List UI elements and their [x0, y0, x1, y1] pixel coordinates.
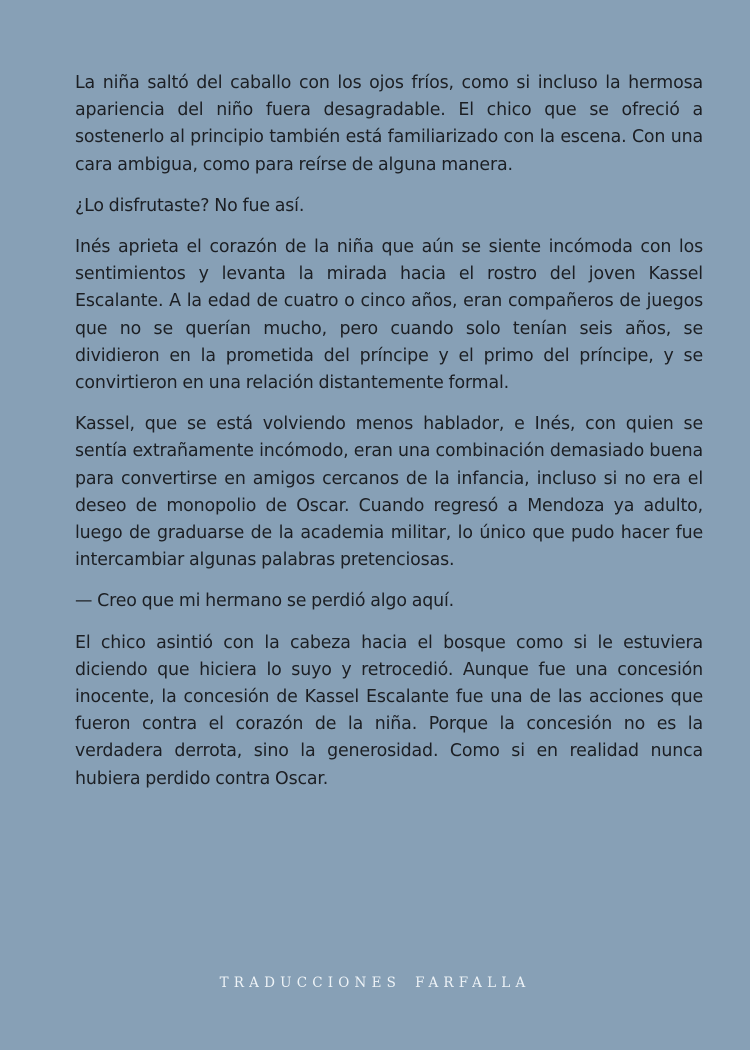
footer-word-2: FARFALLA	[415, 975, 531, 991]
paragraph-5-dialogue: — Creo que mi hermano se perdió algo aquí.	[75, 591, 455, 612]
footer-word-1: TRADUCCIONES	[219, 975, 402, 991]
document-page	[75, 70, 703, 807]
paragraph-3: Inés aprieta el corazón de la niña que aún se siente incómoda con los sentimientos y levanta la mirada hacia el rostro del joven Kassel Escalante. A la edad de cuatro o cinco años, eran compañeros de juegos que no se querían mucho, pero cuando solo tenían seis años, se dividieron en la prometida del príncipe y el primo del príncipe, y se convirtieron en una relación distantemente formal.	[75, 237, 703, 394]
paragraph-6: El chico asintió con la cabeza hacia el bosque como si le estuviera diciendo que hiciera lo suyo y retrocedió. Aunque fue una concesión inocente, la concesión de Kassel Escalante fue una de las acciones que fueron contra el corazón de la niña. Porque la concesión no es la verdadera derrota, sino la generosidad. Como si en realidad nunca hubiera perdido contra Oscar.	[75, 632, 703, 789]
paragraph-2: ¿Lo disfrutaste? No fue así.	[75, 195, 305, 216]
paragraph-1: La niña saltó del caballo con los ojos fríos, como si incluso la hermosa apariencia del niño fuera desagradable. El chico que se ofreció a sostenerlo al principio también está familiarizado con la escena. Con una cara ambigua, como para reírse de alguna manera.	[75, 73, 703, 175]
paragraph-4: Kassel, que se está volviendo menos hablador, e Inés, con quien se sentía extrañamente incómodo, eran una combinación demasiado buena para convertirse en amigos cercanos de la infancia, incluso si no era el deseo de monopolio de Oscar. Cuando regresó a Mendoza ya adulto, luego de graduarse de la academia militar, lo único que pudo hacer fue intercambiar algunas palabras pretenciosas.	[75, 414, 703, 571]
footer-credit	[0, 975, 750, 991]
